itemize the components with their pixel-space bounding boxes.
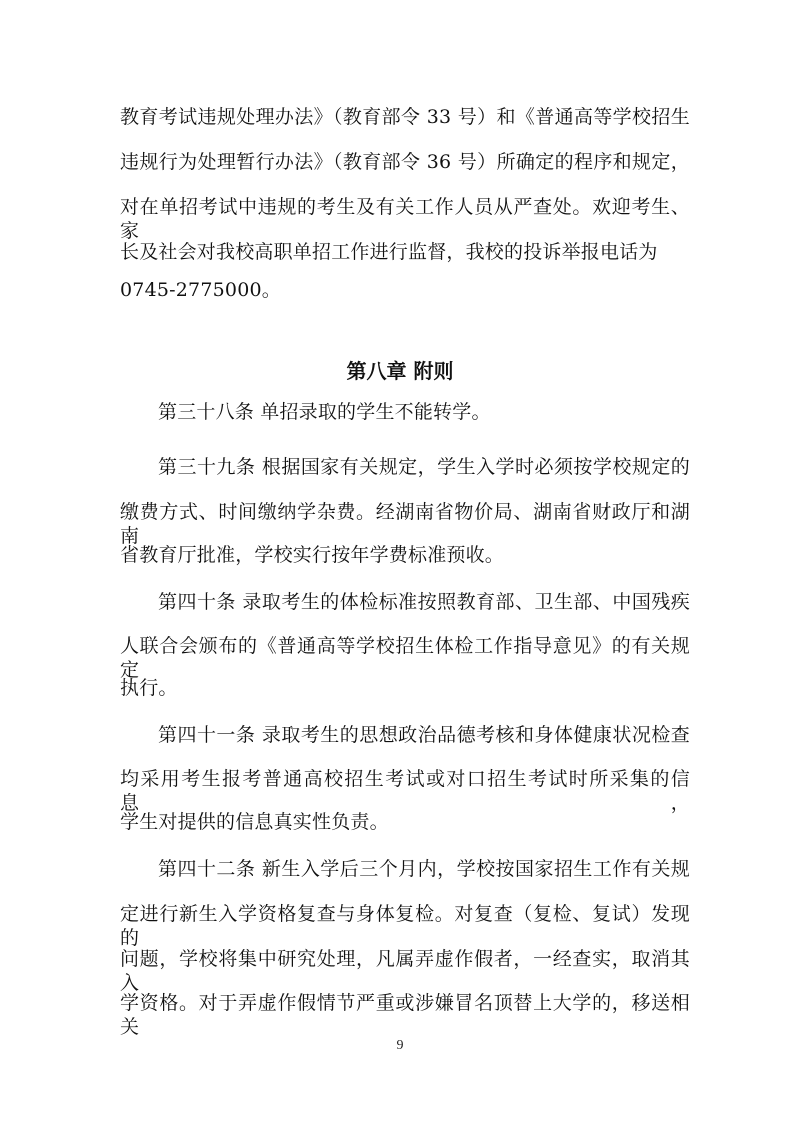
article-39-line-2: 缴费方式、时间缴纳学杂费。经湖南省物价局、湖南省财政厅和湖南 <box>120 501 690 547</box>
article-42-line-3: 问题，学校将集中研究处理，凡属弄虚作假者，一经查实，取消其入 <box>120 948 690 994</box>
article-41-line-2: 均采用考生报考普通高校招生考试或对口招生考试时所采集的信息， <box>120 768 690 814</box>
article-40-line-2: 人联合会颁布的《普通高等学校招生体检工作指导意见》的有关规定 <box>120 635 690 681</box>
article-42-line-1: 第四十二条 新生入学后三个月内，学校按国家招生工作有关规 <box>158 858 690 880</box>
continuation-line-4: 长及社会对我校高职单招工作进行监督，我校的投诉举报电话为 <box>120 241 658 263</box>
article-38-line-1: 第三十八条 单招录取的学生不能转学。 <box>158 401 491 423</box>
continuation-line-2: 违规行为处理暂行办法》（教育部令 36 号）所确定的程序和规定， <box>120 151 690 173</box>
phone-number: 0745-2775000。 <box>120 279 281 301</box>
article-41-line-1: 第四十一条 录取考生的思想政治品德考核和身体健康状况检查 <box>158 724 690 746</box>
article-41-line-3: 学生对提供的信息真实性负责。 <box>120 811 389 833</box>
continuation-line-3: 对在单招考试中违规的考生及有关工作人员从严查处。欢迎考生、家 <box>120 196 690 242</box>
article-42-line-2: 定进行新生入学资格复查与身体复检。对复查（复检、复试）发现的 <box>120 903 690 949</box>
article-40-line-1: 第四十条 录取考生的体检标准按照教育部、卫生部、中国残疾 <box>158 591 690 613</box>
page-number: 9 <box>396 1038 404 1053</box>
article-40-line-3: 执行。 <box>120 677 178 699</box>
article-42-line-4: 学资格。对于弄虚作假情节严重或涉嫌冒名顶替上大学的，移送相关 <box>120 992 690 1038</box>
chapter-title: 第八章 附则 <box>346 359 454 383</box>
continuation-line-1: 教育考试违规处理办法》（教育部令 33 号）和《普通高等学校招生 <box>120 106 690 128</box>
article-39-line-1: 第三十九条 根据国家有关规定，学生入学时必须按学校规定的 <box>158 456 690 478</box>
article-39-line-3: 省教育厅批准，学校实行按年学费标准预收。 <box>120 544 505 566</box>
